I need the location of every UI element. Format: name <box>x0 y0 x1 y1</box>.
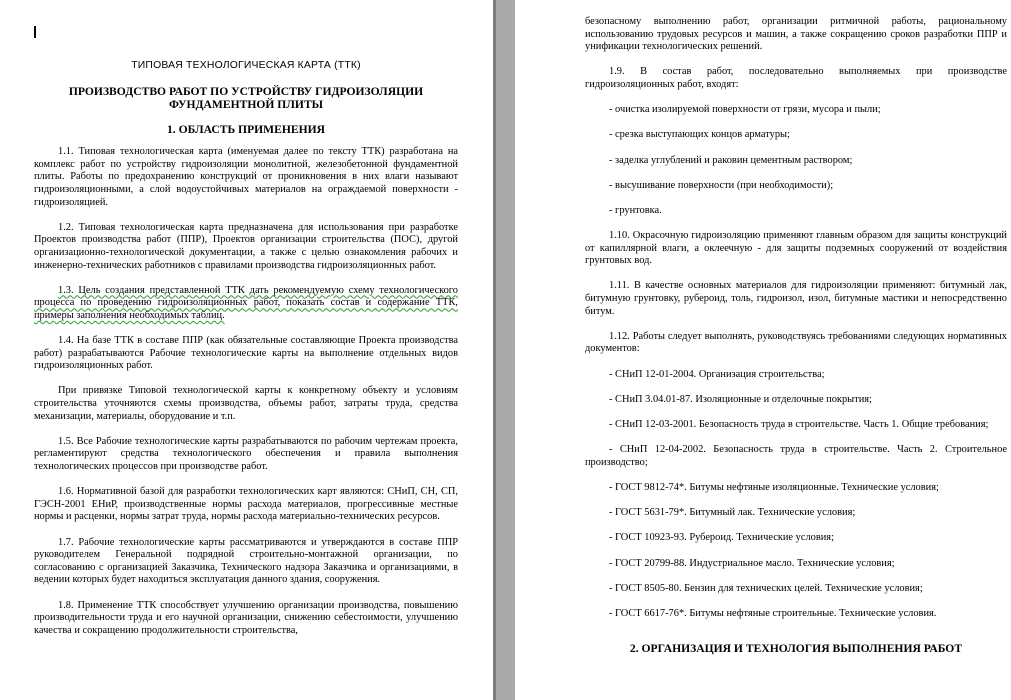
paragraph-1-10: 1.10. Окрасочную гидроизоляцию применяют главным образом для защиты конструкций от капиллярной влаги, а оклеечную - для защиты подземных сооружений от воздействия грунтовых вод. <box>585 230 1007 267</box>
list-item: - СНиП 12-03-2001. Безопасность труда в строительстве. Часть 1. Общие требования; <box>609 419 989 430</box>
section-heading-1: 1. ОБЛАСТЬ ПРИМЕНЕНИЯ <box>166 122 326 136</box>
document-type-heading: ТИПОВАЯ ТЕХНОЛОГИЧЕСКАЯ КАРТА (ТТК) <box>131 60 361 71</box>
list-item: - ГОСТ 20799-88. Индустриальное масло. Технические условия; <box>609 557 895 569</box>
text-cursor <box>34 26 36 38</box>
paragraph-1-11: 1.11. В качестве основных материалов для гидроизоляции применяют: битумный лак, битумную грунтовку, рубероид, толь, гидроизол, изол, битумные мастики и непосредственно битум. <box>585 280 1007 317</box>
section-heading-2: 2. ОРГАНИЗАЦИЯ И ТЕХНОЛОГИЯ ВЫПОЛНЕНИЯ РАБОТ <box>629 641 963 655</box>
list-item: - СНиП 12-04-2002. Безопасность труда в строительстве. Часть 2. Строительное производство; <box>585 444 1007 468</box>
paragraph-binding: При привязке Типовой технологической карты к конкретному объекту и условиям строительства уточняются схемы производства, объемы работ, затраты труда, средства механизации, материалы, оборудование и т.п. <box>34 385 458 422</box>
paragraph-1-4: 1.4. На базе ТТК в составе ППР (как обязательные составляющие Проекта производства работ) разрабатываются Рабочие технологические карты на выполнение отдельных видов гидроизоляционных работ. <box>34 335 458 372</box>
list-item: - ГОСТ 10923-93. Рубероид. Технические условия; <box>609 532 834 544</box>
paragraph-1-12: 1.12. Работы следует выполнять, руководствуясь требованиями следующих нормативных документов: <box>585 330 1007 355</box>
paragraph-1-3: 1.3. Цель создания представленной ТТК дать рекомендуемую схему технологического процесса по проведению гидроизоляционных работ, показать состав и содержание ТТК, примеры заполнения необходимых таблиц. <box>34 284 458 321</box>
list-item: - ГОСТ 9812-74*. Битумы нефтяные изоляционные. Технические условия; <box>609 481 939 493</box>
list-item: - высушивание поверхности (при необходимости); <box>609 179 834 191</box>
list-item: - срезка выступающих концов арматуры; <box>609 129 790 141</box>
list-item: - ГОСТ 5631-79*. Битумный лак. Технические условия; <box>609 507 856 519</box>
document-page-left <box>0 0 493 700</box>
page-shadow <box>493 0 496 700</box>
list-item: - ГОСТ 6617-76*. Битумы нефтяные строительные. Технические условия. <box>609 607 937 619</box>
page-gap <box>493 0 515 700</box>
list-item: - СНиП 3.04.01-87. Изоляционные и отделочные покрытия; <box>609 393 872 405</box>
paragraph-1-8: 1.8. Применение ТТК способствует улучшению организации производства, повышению производительности труда и его научной организации, снижению себестоимости, улучшению качества и сокращению продолжительности строительства, <box>34 599 458 636</box>
page-right-content[interactable] <box>585 16 1007 665</box>
list-item: - грунтовка. <box>609 204 662 216</box>
paragraph-1-5: 1.5. Все Рабочие технологические карты разрабатываются по рабочим чертежам проекта, регламентируют средства технологического обеспечения и правила выполнения технологических процессов при производстве работ. <box>34 435 458 473</box>
list-item: - заделка углублений и раковин цементным раствором; <box>609 154 853 166</box>
document-title: ПРОИЗВОДСТВО РАБОТ ПО УСТРОЙСТВУ ГИДРОИЗОЛЯЦИИ ФУНДАМЕНТНОЙ ПЛИТЫ <box>68 84 424 112</box>
document-page-right <box>515 0 1011 700</box>
list-item: - СНиП 12-01-2004. Организация строительства; <box>609 368 825 380</box>
paragraph-1-6: 1.6. Нормативной базой для разработки технологических карт являются: СНиП, СН, СП, ГЭСН-2001 ЕНиР, производственные нормы расхода материалов, прогрессивные местные нормы и расценки, нормы затрат труда, нормы расхода материально-технических ресурсов. <box>34 486 458 523</box>
paragraph-1-2: 1.2. Типовая технологическая карта предназначена для использования при разработке Проектов производства работ (ППР), Проектов организации строительства (ПОС), другой организационно-технологической документации, а также с целью ознакомления рабочих и инженерно-технических работников с правилами производства гидроизоляционных работ. <box>34 221 458 271</box>
list-item: - ГОСТ 8505-80. Бензин для технических целей. Технические условия; <box>609 582 923 594</box>
page-left-content[interactable] <box>34 60 458 650</box>
list-item: - очистка изолируемой поверхности от грязи, мусора и пыли; <box>609 104 881 116</box>
paragraph-1-7: 1.7. Рабочие технологические карты рассматриваются и утверждаются в составе ППР руководителем Генеральной подрядной строительно-монтажной организации, по согласованию с организацией Заказчика, Технического надзора Заказчика и организациями, в ведении которых будет находиться эксплуатация данного здания, сооружения. <box>34 536 458 586</box>
paragraph-1-9: 1.9. В состав работ, последовательно выполняемых при производстве гидроизоляционных работ, входят: <box>585 66 1007 90</box>
paragraph-1-1: 1.1. Типовая технологическая карта (именуемая далее по тексту ТТК) разработана на комплекс работ по устройству гидроизоляции монолитной, железобетонной фундаментной плиты. Работы по предохранению конструкций от проникновения в них влаги называют гидроизоляционными, а слой водоустойчивых материалов на ограждаемой поверхности - гидроизоляцией. <box>34 146 458 208</box>
paragraph-1-8-continuation: безопасному выполнению работ, организации ритмичной работы, рациональному использованию трудовых ресурсов и машин, а также сокращению сроков разработки ППР и унификации технологических решений. <box>585 16 1007 53</box>
